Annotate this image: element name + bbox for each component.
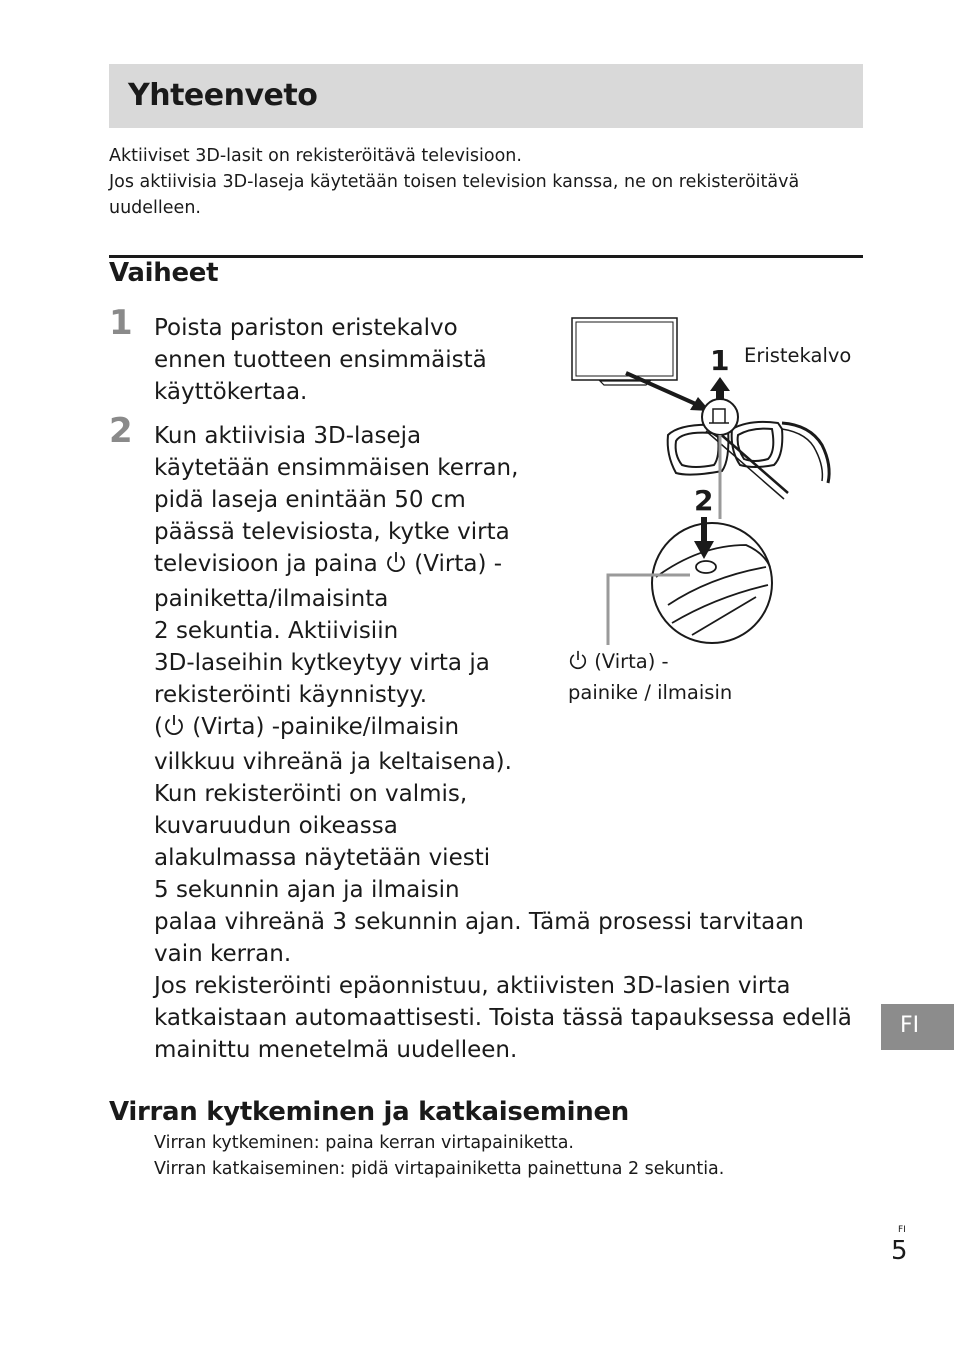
tv-illustration — [572, 318, 677, 385]
steps-heading: Vaiheet — [109, 258, 219, 288]
power-section-line: Virran katkaiseminen: pidä virtapainiketta painettuna 2 sekuntia. — [154, 1159, 725, 1179]
step-2-line: vilkkuu vihreänä ja keltaisena). — [154, 749, 512, 775]
step-2-line: mainittu menetelmä uudelleen. — [154, 1037, 518, 1063]
power-label-line: (Virta) - — [594, 650, 669, 673]
3d-glasses-illustration — [668, 422, 829, 499]
step-2-line: kuvaruudun oikeassa — [154, 813, 398, 839]
callout-2: 2 — [694, 484, 714, 517]
step-2-line: palaa vihreänä 3 sekunnin ajan. Tämä prosessi tarvitaan — [154, 909, 804, 935]
step-2-fragment: televisioon ja paina — [154, 551, 378, 577]
step-1-number: 1 — [109, 303, 133, 343]
power-icon — [568, 649, 588, 679]
power-label — [568, 648, 732, 707]
step-2-line: pidä laseja enintään 50 cm — [154, 487, 466, 513]
power-section-heading: Virran kytkeminen ja katkaiseminen — [109, 1097, 630, 1127]
intro-line: uudelleen. — [109, 198, 201, 218]
power-label-line: painike / ilmaisin — [568, 681, 733, 704]
film-detail-circle — [702, 399, 738, 435]
intro-line: Jos aktiivisia 3D-laseja käytetään toisen television kanssa, ne on rekisteröitävä — [109, 172, 800, 192]
power-section-line: Virran kytkeminen: paina kerran virtapainiketta. — [154, 1133, 574, 1153]
step-2-line: 3D-laseihin kytkeytyy virta ja — [154, 650, 490, 676]
callout-1: 1 — [710, 344, 730, 377]
step-1-text — [154, 312, 487, 408]
step-2-line: Kun aktiivisia 3D-laseja — [154, 423, 422, 449]
language-tab-label: FI — [900, 1013, 920, 1038]
step-1-line: ennen tuotteen ensimmäistä — [154, 347, 487, 373]
step-1-line: Poista pariston eristekalvo — [154, 315, 458, 341]
step-2-line — [154, 711, 852, 746]
page-title: Yhteenveto — [128, 78, 318, 113]
film-label: Eristekalvo — [744, 344, 852, 367]
step-2-line: Jos rekisteröinti epäonnistuu, aktiivisten 3D-lasien virta — [154, 973, 791, 999]
language-tab — [881, 1004, 954, 1050]
power-icon — [385, 550, 407, 583]
step-2-line: päässä televisiosta, kytke virta — [154, 519, 510, 545]
step-2-line: alakulmassa näytetään viesti — [154, 845, 491, 871]
step-2-line: 5 sekunnin ajan ja ilmaisin — [154, 877, 460, 903]
step-2-line: katkaistaan automaattisesti. Toista tässä tapauksessa edellä — [154, 1005, 852, 1031]
footer-lang-code: FI — [898, 1225, 906, 1235]
step-2-line: 2 sekuntia. Aktiivisiin — [154, 618, 399, 644]
power-section-text — [154, 1130, 724, 1182]
step-2-fragment: ( — [154, 714, 163, 740]
section-divider — [109, 255, 863, 258]
step-1-line: käyttökertaa. — [154, 379, 308, 405]
step-2-fragment: (Virta) - — [414, 551, 503, 577]
step-2-line: käytetään ensimmäisen kerran, — [154, 455, 519, 481]
intro-line: Aktiiviset 3D-lasit on rekisteröitävä televisioon. — [109, 146, 522, 166]
title-bar — [109, 64, 863, 128]
step-2-line: Kun rekisteröinti on valmis, — [154, 781, 468, 807]
step-2-fragment: (Virta) -painike/ilmaisin — [192, 714, 460, 740]
step-2-line: vain kerran. — [154, 941, 292, 967]
step-2-line: painiketta/ilmaisinta — [154, 586, 389, 612]
page-number: 5 — [891, 1236, 908, 1266]
step-2-line: rekisteröinti käynnistyy. — [154, 682, 428, 708]
intro-paragraph — [109, 143, 869, 221]
power-icon — [163, 713, 185, 746]
step-2-number: 2 — [109, 411, 133, 451]
